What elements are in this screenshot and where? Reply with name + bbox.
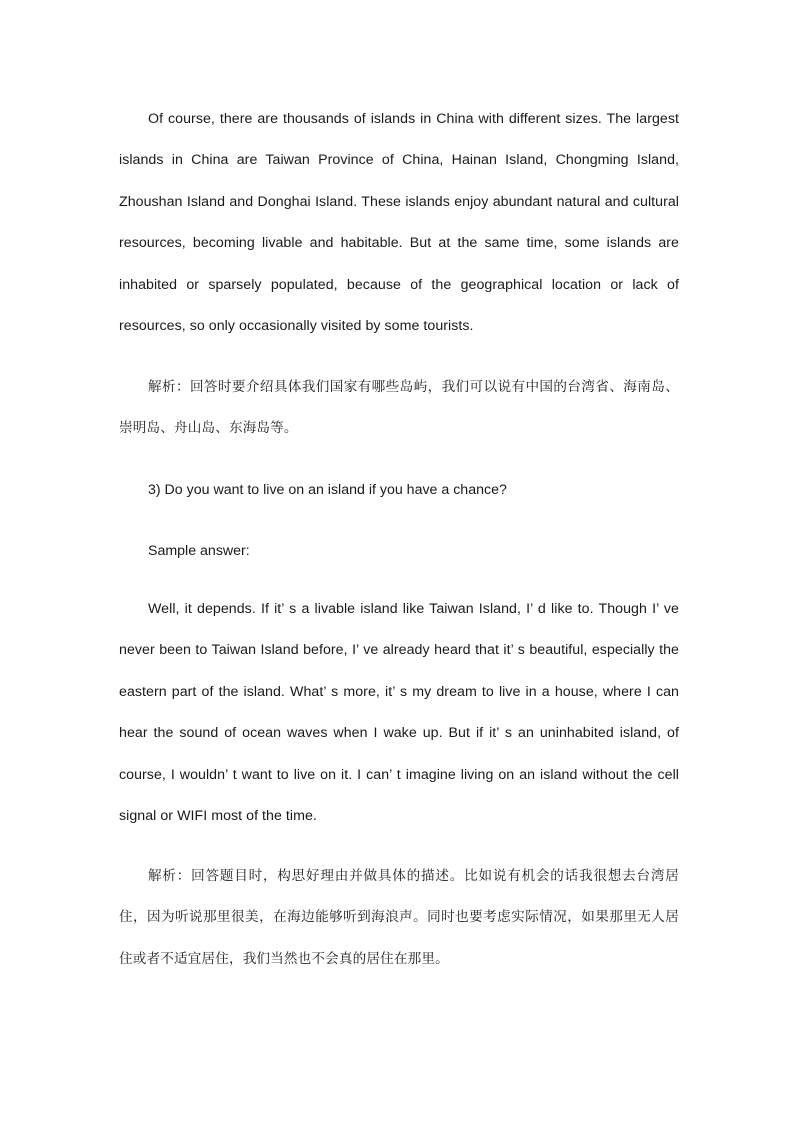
answer-paragraph-live-on-island: Well, it depends. If it’ s a livable island like Taiwan Island, I’ d like to. Though I’ ve never been to Taiwan Island before, I’ ve already heard that it’ s beautiful, especially the eastern part of the island. What’ s more, it’ s my dream to live in a house, where I can hear the sound of ocean waves when I wake up. But if it’ s an uninhabited island, of course, I wouldn’ t want to live on it. I can’ t imagine living on an island without the cell signal or WIFI most of the time. <box>119 601 679 825</box>
question-3: 3) Do you want to live on an island if you have a chance? <box>148 482 507 498</box>
analysis-paragraph-1: 解析：回答时要介绍具体我们国家有哪些岛屿，我们可以说有中国的台湾省、海南岛、崇明岛、舟山岛、东海岛等。 <box>119 379 679 437</box>
sample-answer-label: Sample answer: <box>148 543 250 559</box>
analysis-paragraph-2: 解析：回答题目时，构思好理由并做具体的描述。比如说有机会的话我很想去台湾居住，因为听说那里很美，在海边能够听到海浪声。同时也要考虑实际情况，如果那里无人居住或者不适宜居住，我们当然也不会真的居住在那里。 <box>119 868 679 967</box>
answer-paragraph-islands: Of course, there are thousands of islands in China with different sizes. The largest islands in China are Taiwan Province of China, Hainan Island, Chongming Island, Zhoushan Island and Donghai Island. These islands enjoy abundant natural and cultural resources, becoming livable and habitable. But at the same time, some islands are inhabited or sparsely populated, because of the geographical location or lack of resources, so only occasionally visited by some tourists. <box>119 111 679 335</box>
